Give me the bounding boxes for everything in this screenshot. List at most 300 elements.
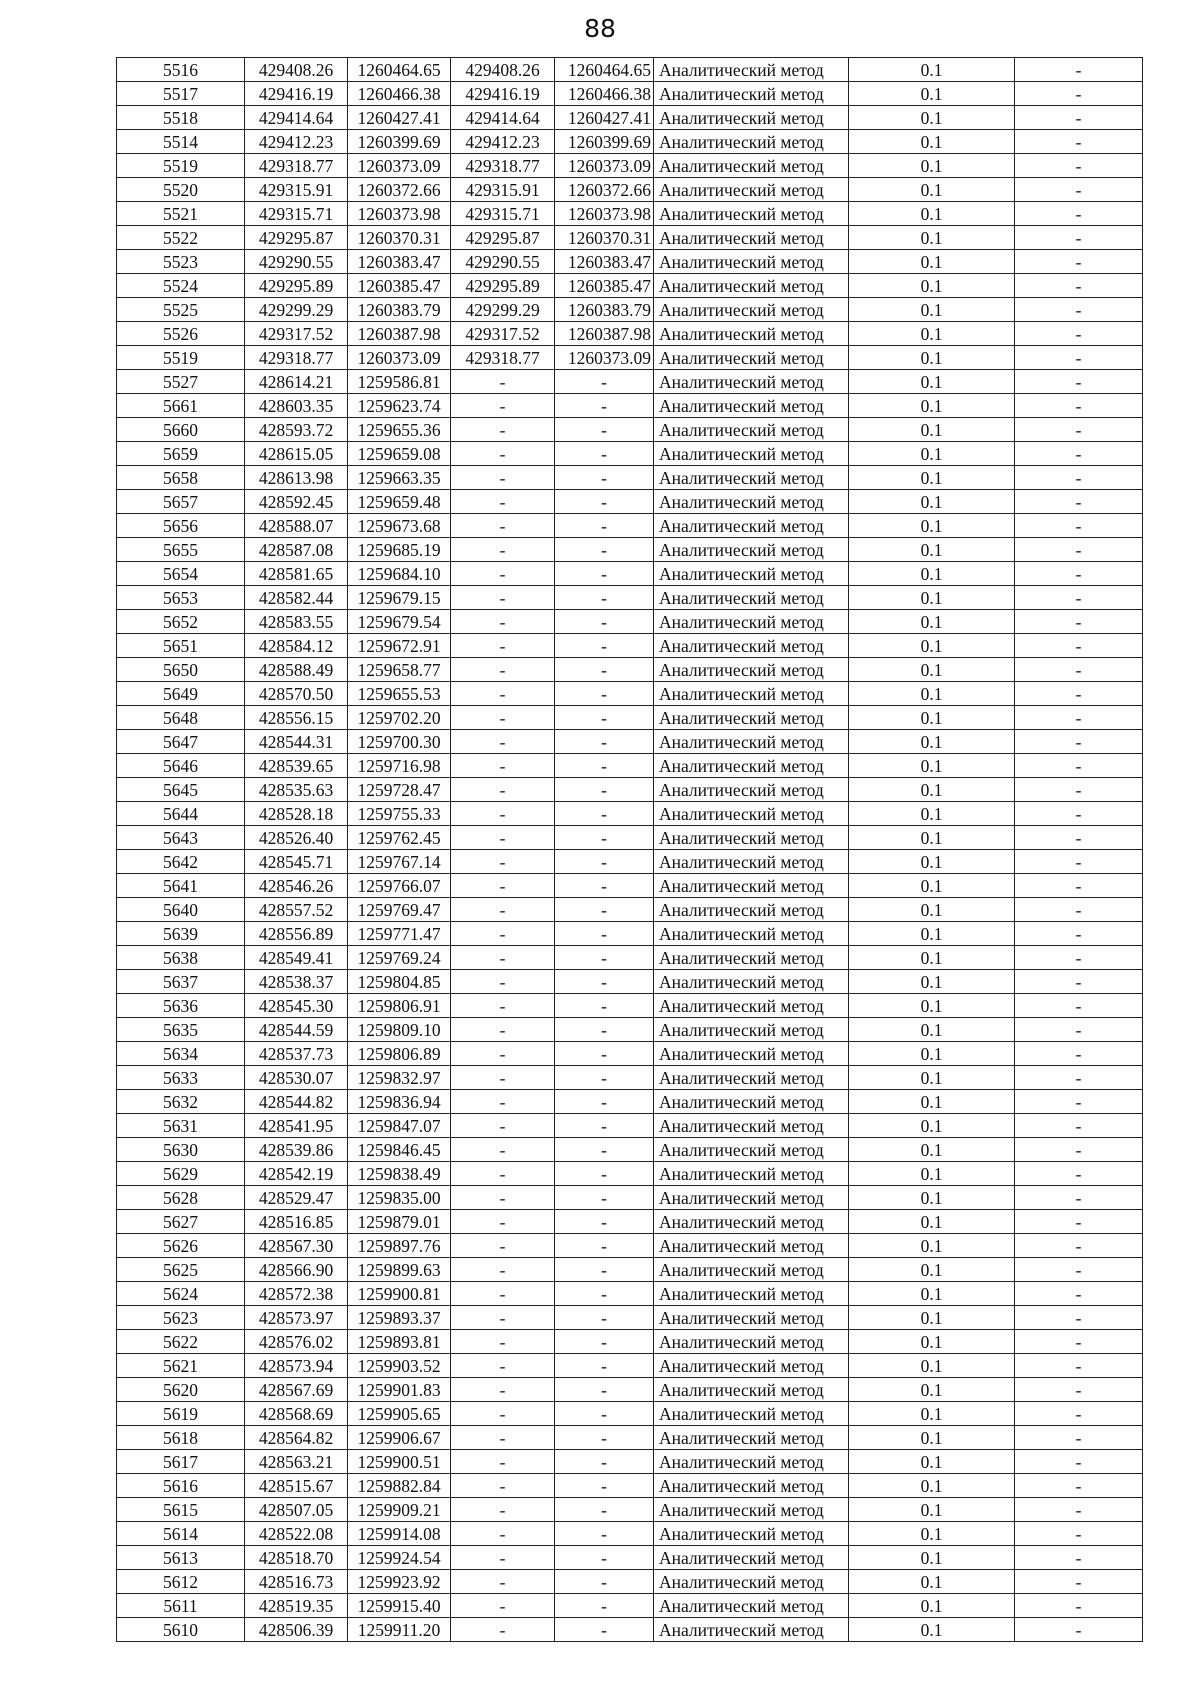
y-old-cell: -: [555, 1594, 654, 1618]
accuracy-cell: 0.1: [849, 1186, 1015, 1210]
accuracy-cell: 0.1: [849, 682, 1015, 706]
point-number-cell: 5620: [117, 1378, 245, 1402]
point-number-cell: 5654: [117, 562, 245, 586]
y-old-cell: 1260464.65: [555, 58, 654, 82]
x-old-cell: -: [451, 994, 555, 1018]
table-row: [117, 154, 1143, 178]
x-coord-cell: 428588.49: [245, 658, 348, 682]
x-coord-cell: 428544.31: [245, 730, 348, 754]
point-number-cell: 5625: [117, 1258, 245, 1282]
point-number-cell: 5628: [117, 1186, 245, 1210]
y-old-cell: -: [555, 1162, 654, 1186]
note-cell: -: [1015, 1306, 1143, 1330]
x-coord-cell: 429318.77: [245, 346, 348, 370]
x-old-cell: -: [451, 394, 555, 418]
y-old-cell: -: [555, 1234, 654, 1258]
method-cell: Аналитический метод: [654, 658, 849, 682]
y-old-cell: -: [555, 1570, 654, 1594]
table-row: [117, 658, 1143, 682]
note-cell: -: [1015, 322, 1143, 346]
y-old-cell: -: [555, 1330, 654, 1354]
y-coord-cell: 1259771.47: [348, 922, 451, 946]
y-coord-cell: 1259909.21: [348, 1498, 451, 1522]
y-old-cell: -: [555, 442, 654, 466]
note-cell: -: [1015, 922, 1143, 946]
table-row: [117, 874, 1143, 898]
y-old-cell: -: [555, 1186, 654, 1210]
point-number-cell: 5517: [117, 82, 245, 106]
x-old-cell: 429295.89: [451, 274, 555, 298]
accuracy-cell: 0.1: [849, 1498, 1015, 1522]
x-old-cell: -: [451, 826, 555, 850]
x-coord-cell: 428567.30: [245, 1234, 348, 1258]
point-number-cell: 5624: [117, 1282, 245, 1306]
point-number-cell: 5635: [117, 1018, 245, 1042]
y-coord-cell: 1259899.63: [348, 1258, 451, 1282]
x-old-cell: -: [451, 370, 555, 394]
y-coord-cell: 1259663.35: [348, 466, 451, 490]
point-number-cell: 5656: [117, 514, 245, 538]
accuracy-cell: 0.1: [849, 370, 1015, 394]
x-old-cell: -: [451, 1282, 555, 1306]
x-coord-cell: 428539.65: [245, 754, 348, 778]
method-cell: Аналитический метод: [654, 82, 849, 106]
x-old-cell: -: [451, 682, 555, 706]
x-coord-cell: 428545.30: [245, 994, 348, 1018]
note-cell: -: [1015, 1354, 1143, 1378]
x-old-cell: -: [451, 1234, 555, 1258]
y-old-cell: -: [555, 1498, 654, 1522]
y-old-cell: -: [555, 466, 654, 490]
x-coord-cell: 428587.08: [245, 538, 348, 562]
method-cell: Аналитический метод: [654, 802, 849, 826]
point-number-cell: 5623: [117, 1306, 245, 1330]
point-number-cell: 5617: [117, 1450, 245, 1474]
accuracy-cell: 0.1: [849, 778, 1015, 802]
x-coord-cell: 428519.35: [245, 1594, 348, 1618]
x-old-cell: 429416.19: [451, 82, 555, 106]
point-number-cell: 5660: [117, 418, 245, 442]
method-cell: Аналитический метод: [654, 1306, 849, 1330]
y-coord-cell: 1259702.20: [348, 706, 451, 730]
accuracy-cell: 0.1: [849, 850, 1015, 874]
x-coord-cell: 428568.69: [245, 1402, 348, 1426]
table-row: [117, 1570, 1143, 1594]
accuracy-cell: 0.1: [849, 706, 1015, 730]
y-coord-cell: 1259906.67: [348, 1426, 451, 1450]
y-coord-cell: 1259679.15: [348, 586, 451, 610]
x-coord-cell: 428539.86: [245, 1138, 348, 1162]
y-coord-cell: 1259716.98: [348, 754, 451, 778]
note-cell: -: [1015, 250, 1143, 274]
method-cell: Аналитический метод: [654, 1618, 849, 1642]
table-row: [117, 1066, 1143, 1090]
method-cell: Аналитический метод: [654, 442, 849, 466]
method-cell: Аналитический метод: [654, 946, 849, 970]
method-cell: Аналитический метод: [654, 1474, 849, 1498]
method-cell: Аналитический метод: [654, 1114, 849, 1138]
note-cell: -: [1015, 106, 1143, 130]
method-cell: Аналитический метод: [654, 922, 849, 946]
note-cell: -: [1015, 1114, 1143, 1138]
y-coord-cell: 1259659.08: [348, 442, 451, 466]
y-coord-cell: 1259767.14: [348, 850, 451, 874]
y-old-cell: 1260387.98: [555, 322, 654, 346]
x-coord-cell: 428592.45: [245, 490, 348, 514]
note-cell: -: [1015, 994, 1143, 1018]
note-cell: -: [1015, 946, 1143, 970]
method-cell: Аналитический метод: [654, 586, 849, 610]
note-cell: -: [1015, 802, 1143, 826]
note-cell: -: [1015, 58, 1143, 82]
method-cell: Аналитический метод: [654, 1330, 849, 1354]
x-coord-cell: 428526.40: [245, 826, 348, 850]
y-old-cell: -: [555, 370, 654, 394]
accuracy-cell: 0.1: [849, 802, 1015, 826]
accuracy-cell: 0.1: [849, 202, 1015, 226]
x-old-cell: -: [451, 1450, 555, 1474]
table-row: [117, 970, 1143, 994]
accuracy-cell: 0.1: [849, 922, 1015, 946]
x-old-cell: -: [451, 1618, 555, 1642]
accuracy-cell: 0.1: [849, 1018, 1015, 1042]
y-coord-cell: 1259769.47: [348, 898, 451, 922]
method-cell: Аналитический метод: [654, 1066, 849, 1090]
x-old-cell: 429318.77: [451, 154, 555, 178]
table-row: [117, 106, 1143, 130]
accuracy-cell: 0.1: [849, 178, 1015, 202]
y-coord-cell: 1259879.01: [348, 1210, 451, 1234]
y-coord-cell: 1259755.33: [348, 802, 451, 826]
point-number-cell: 5521: [117, 202, 245, 226]
x-coord-cell: 428516.73: [245, 1570, 348, 1594]
point-number-cell: 5653: [117, 586, 245, 610]
point-number-cell: 5631: [117, 1114, 245, 1138]
note-cell: -: [1015, 1258, 1143, 1282]
table-row: [117, 1018, 1143, 1042]
note-cell: -: [1015, 226, 1143, 250]
accuracy-cell: 0.1: [849, 274, 1015, 298]
note-cell: -: [1015, 826, 1143, 850]
note-cell: -: [1015, 202, 1143, 226]
accuracy-cell: 0.1: [849, 1282, 1015, 1306]
point-number-cell: 5649: [117, 682, 245, 706]
x-coord-cell: 428573.94: [245, 1354, 348, 1378]
x-old-cell: -: [451, 1258, 555, 1282]
method-cell: Аналитический метод: [654, 1522, 849, 1546]
method-cell: Аналитический метод: [654, 610, 849, 634]
point-number-cell: 5523: [117, 250, 245, 274]
y-coord-cell: 1259586.81: [348, 370, 451, 394]
point-number-cell: 5614: [117, 1522, 245, 1546]
accuracy-cell: 0.1: [849, 1594, 1015, 1618]
accuracy-cell: 0.1: [849, 562, 1015, 586]
x-old-cell: 429317.52: [451, 322, 555, 346]
table-row: [117, 490, 1143, 514]
accuracy-cell: 0.1: [849, 658, 1015, 682]
note-cell: -: [1015, 1162, 1143, 1186]
x-old-cell: 429408.26: [451, 58, 555, 82]
y-old-cell: 1260370.31: [555, 226, 654, 250]
accuracy-cell: 0.1: [849, 898, 1015, 922]
method-cell: Аналитический метод: [654, 370, 849, 394]
y-old-cell: -: [555, 1426, 654, 1450]
point-number-cell: 5650: [117, 658, 245, 682]
y-old-cell: -: [555, 1210, 654, 1234]
x-coord-cell: 428572.38: [245, 1282, 348, 1306]
note-cell: -: [1015, 1330, 1143, 1354]
y-old-cell: -: [555, 922, 654, 946]
point-number-cell: 5634: [117, 1042, 245, 1066]
y-coord-cell: 1259923.92: [348, 1570, 451, 1594]
point-number-cell: 5611: [117, 1594, 245, 1618]
x-old-cell: -: [451, 418, 555, 442]
y-coord-cell: 1259882.84: [348, 1474, 451, 1498]
x-old-cell: -: [451, 1354, 555, 1378]
x-coord-cell: 428516.85: [245, 1210, 348, 1234]
y-old-cell: -: [555, 1114, 654, 1138]
accuracy-cell: 0.1: [849, 1402, 1015, 1426]
method-cell: Аналитический метод: [654, 1402, 849, 1426]
x-coord-cell: 428593.72: [245, 418, 348, 442]
y-old-cell: -: [555, 1474, 654, 1498]
y-old-cell: 1260399.69: [555, 130, 654, 154]
x-coord-cell: 428603.35: [245, 394, 348, 418]
point-number-cell: 5627: [117, 1210, 245, 1234]
table-row: [117, 322, 1143, 346]
x-old-cell: -: [451, 466, 555, 490]
y-coord-cell: 1259900.81: [348, 1282, 451, 1306]
x-old-cell: -: [451, 1570, 555, 1594]
y-coord-cell: 1259762.45: [348, 826, 451, 850]
point-number-cell: 5630: [117, 1138, 245, 1162]
note-cell: -: [1015, 1210, 1143, 1234]
y-coord-cell: 1259655.36: [348, 418, 451, 442]
note-cell: -: [1015, 874, 1143, 898]
accuracy-cell: 0.1: [849, 298, 1015, 322]
y-old-cell: -: [555, 610, 654, 634]
point-number-cell: 5610: [117, 1618, 245, 1642]
point-number-cell: 5525: [117, 298, 245, 322]
method-cell: Аналитический метод: [654, 1378, 849, 1402]
x-coord-cell: 428537.73: [245, 1042, 348, 1066]
point-number-cell: 5640: [117, 898, 245, 922]
y-old-cell: -: [555, 970, 654, 994]
method-cell: Аналитический метод: [654, 538, 849, 562]
table-row: [117, 1450, 1143, 1474]
method-cell: Аналитический метод: [654, 154, 849, 178]
y-old-cell: -: [555, 538, 654, 562]
method-cell: Аналитический метод: [654, 130, 849, 154]
x-old-cell: -: [451, 730, 555, 754]
y-old-cell: -: [555, 946, 654, 970]
accuracy-cell: 0.1: [849, 1522, 1015, 1546]
y-coord-cell: 1260372.66: [348, 178, 451, 202]
y-old-cell: -: [555, 490, 654, 514]
point-number-cell: 5661: [117, 394, 245, 418]
method-cell: Аналитический метод: [654, 274, 849, 298]
table-row: [117, 1090, 1143, 1114]
note-cell: -: [1015, 1450, 1143, 1474]
x-old-cell: 429295.87: [451, 226, 555, 250]
x-old-cell: -: [451, 1306, 555, 1330]
point-number-cell: 5644: [117, 802, 245, 826]
x-old-cell: -: [451, 778, 555, 802]
accuracy-cell: 0.1: [849, 754, 1015, 778]
table-row: [117, 394, 1143, 418]
y-old-cell: 1260385.47: [555, 274, 654, 298]
y-old-cell: 1260373.09: [555, 154, 654, 178]
x-coord-cell: 429290.55: [245, 250, 348, 274]
method-cell: Аналитический метод: [654, 1258, 849, 1282]
point-number-cell: 5655: [117, 538, 245, 562]
y-old-cell: -: [555, 1450, 654, 1474]
x-coord-cell: 428563.21: [245, 1450, 348, 1474]
table-row: [117, 1330, 1143, 1354]
table-row: [117, 730, 1143, 754]
y-coord-cell: 1260387.98: [348, 322, 451, 346]
note-cell: -: [1015, 610, 1143, 634]
y-coord-cell: 1259897.76: [348, 1234, 451, 1258]
y-coord-cell: 1260466.38: [348, 82, 451, 106]
x-coord-cell: 428581.65: [245, 562, 348, 586]
table-row: [117, 1402, 1143, 1426]
x-coord-cell: 428545.71: [245, 850, 348, 874]
x-old-cell: -: [451, 1426, 555, 1450]
x-coord-cell: 428541.95: [245, 1114, 348, 1138]
x-old-cell: -: [451, 706, 555, 730]
table-row: [117, 994, 1143, 1018]
method-cell: Аналитический метод: [654, 202, 849, 226]
method-cell: Аналитический метод: [654, 1210, 849, 1234]
x-old-cell: -: [451, 658, 555, 682]
table-row: [117, 1258, 1143, 1282]
point-number-cell: 5522: [117, 226, 245, 250]
y-coord-cell: 1259847.07: [348, 1114, 451, 1138]
table-row: [117, 298, 1143, 322]
accuracy-cell: 0.1: [849, 1042, 1015, 1066]
y-coord-cell: 1259915.40: [348, 1594, 451, 1618]
method-cell: Аналитический метод: [654, 298, 849, 322]
table-row: [117, 1522, 1143, 1546]
note-cell: -: [1015, 1570, 1143, 1594]
x-coord-cell: 429315.71: [245, 202, 348, 226]
point-number-cell: 5612: [117, 1570, 245, 1594]
y-coord-cell: 1260383.79: [348, 298, 451, 322]
method-cell: Аналитический метод: [654, 562, 849, 586]
y-old-cell: 1260373.98: [555, 202, 654, 226]
accuracy-cell: 0.1: [849, 946, 1015, 970]
y-old-cell: -: [555, 826, 654, 850]
method-cell: Аналитический метод: [654, 826, 849, 850]
x-old-cell: -: [451, 1018, 555, 1042]
y-coord-cell: 1260399.69: [348, 130, 451, 154]
table-row: [117, 1042, 1143, 1066]
y-coord-cell: 1259679.54: [348, 610, 451, 634]
point-number-cell: 5613: [117, 1546, 245, 1570]
y-coord-cell: 1259684.10: [348, 562, 451, 586]
accuracy-cell: 0.1: [849, 1114, 1015, 1138]
table-row: [117, 634, 1143, 658]
y-coord-cell: 1260373.09: [348, 346, 451, 370]
x-coord-cell: 428556.15: [245, 706, 348, 730]
x-old-cell: -: [451, 514, 555, 538]
accuracy-cell: 0.1: [849, 1306, 1015, 1330]
note-cell: -: [1015, 442, 1143, 466]
x-coord-cell: 428522.08: [245, 1522, 348, 1546]
x-old-cell: -: [451, 538, 555, 562]
x-old-cell: -: [451, 1042, 555, 1066]
note-cell: -: [1015, 1402, 1143, 1426]
table-row: [117, 826, 1143, 850]
y-coord-cell: 1259623.74: [348, 394, 451, 418]
table-row: [117, 514, 1143, 538]
y-old-cell: -: [555, 1306, 654, 1330]
accuracy-cell: 0.1: [849, 130, 1015, 154]
method-cell: Аналитический метод: [654, 1498, 849, 1522]
accuracy-cell: 0.1: [849, 970, 1015, 994]
y-old-cell: -: [555, 1090, 654, 1114]
y-coord-cell: 1260370.31: [348, 226, 451, 250]
y-old-cell: -: [555, 418, 654, 442]
table-row: [117, 202, 1143, 226]
point-number-cell: 5616: [117, 1474, 245, 1498]
x-coord-cell: 428564.82: [245, 1426, 348, 1450]
method-cell: Аналитический метод: [654, 730, 849, 754]
accuracy-cell: 0.1: [849, 82, 1015, 106]
note-cell: -: [1015, 898, 1143, 922]
y-old-cell: 1260383.79: [555, 298, 654, 322]
table-row: [117, 442, 1143, 466]
point-number-cell: 5524: [117, 274, 245, 298]
point-number-cell: 5643: [117, 826, 245, 850]
x-coord-cell: 428573.97: [245, 1306, 348, 1330]
point-number-cell: 5527: [117, 370, 245, 394]
note-cell: -: [1015, 1066, 1143, 1090]
note-cell: -: [1015, 1282, 1143, 1306]
accuracy-cell: 0.1: [849, 1138, 1015, 1162]
x-old-cell: -: [451, 1210, 555, 1234]
method-cell: Аналитический метод: [654, 778, 849, 802]
coordinates-table: [116, 57, 1143, 1642]
table-row: [117, 466, 1143, 490]
y-coord-cell: 1260383.47: [348, 250, 451, 274]
accuracy-cell: 0.1: [849, 730, 1015, 754]
table-row: [117, 1546, 1143, 1570]
method-cell: Аналитический метод: [654, 1138, 849, 1162]
note-cell: -: [1015, 754, 1143, 778]
table-row: [117, 610, 1143, 634]
table-row: [117, 1114, 1143, 1138]
method-cell: Аналитический метод: [654, 178, 849, 202]
point-number-cell: 5641: [117, 874, 245, 898]
y-old-cell: -: [555, 994, 654, 1018]
x-old-cell: 429315.71: [451, 202, 555, 226]
accuracy-cell: 0.1: [849, 1162, 1015, 1186]
table-row: [117, 274, 1143, 298]
accuracy-cell: 0.1: [849, 1450, 1015, 1474]
method-cell: Аналитический метод: [654, 394, 849, 418]
accuracy-cell: 0.1: [849, 226, 1015, 250]
note-cell: -: [1015, 514, 1143, 538]
method-cell: Аналитический метод: [654, 322, 849, 346]
table-row: [117, 418, 1143, 442]
note-cell: -: [1015, 370, 1143, 394]
method-cell: Аналитический метод: [654, 1354, 849, 1378]
x-coord-cell: 428507.05: [245, 1498, 348, 1522]
point-number-cell: 5520: [117, 178, 245, 202]
table-row: [117, 586, 1143, 610]
